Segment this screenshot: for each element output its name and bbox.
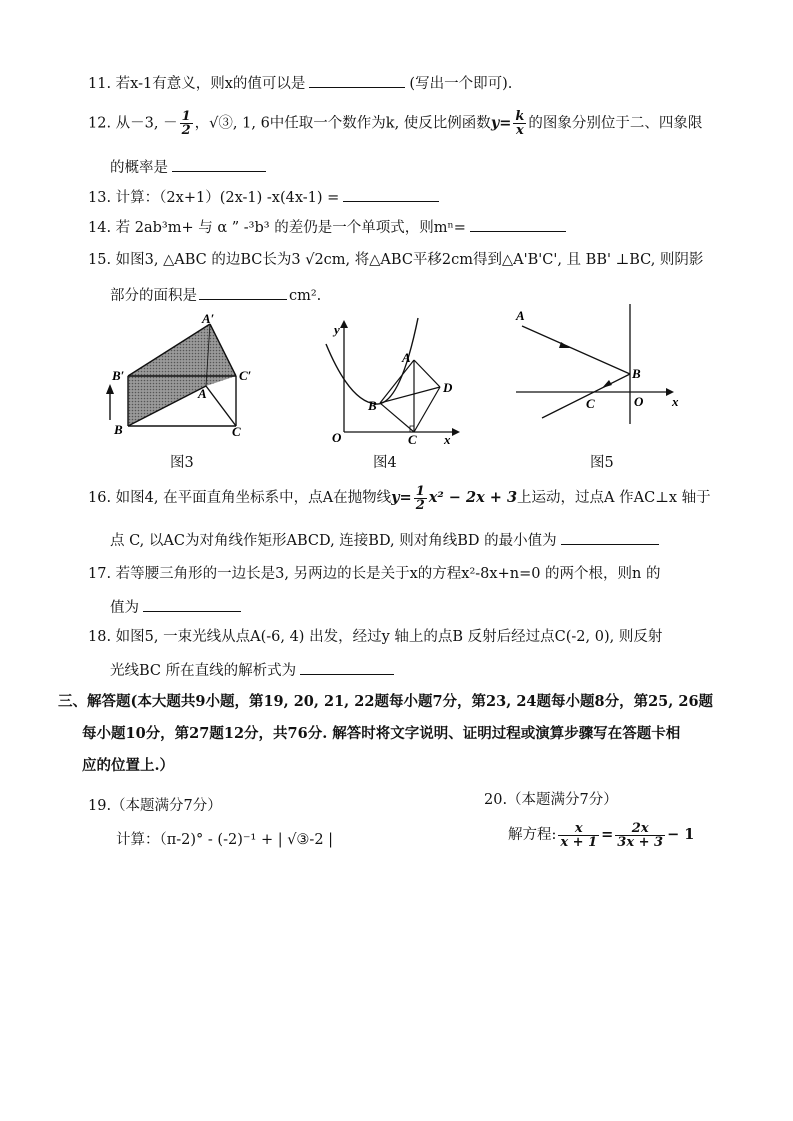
fig4-label-y: y xyxy=(334,322,340,337)
question-12-line2 xyxy=(110,157,266,178)
q14-answer-blank[interactable] xyxy=(470,217,566,232)
question-17 xyxy=(88,564,661,584)
q16-eq-rest: x² − 2x + 3 xyxy=(428,489,518,506)
question-15 xyxy=(88,250,703,270)
fig5-caption: 图5 xyxy=(590,455,614,471)
q16-pre: 16. 如图4, 在平面直角坐标系中，点A在抛物线 xyxy=(88,490,392,506)
section-3-line2: 每小题10分，第27题12分，共76分. 解答时将文字说明、证明过程或演算步骤写在答题卡相 xyxy=(82,725,681,742)
figure-5 xyxy=(510,300,688,430)
fig5-label-B: B xyxy=(632,366,641,381)
q12-mid: ，√③, 1, 6中任取一个数作为k, 使反比例函数 xyxy=(194,115,491,132)
fig4-label-x: x xyxy=(444,432,451,446)
q14-text: 14. 若 2ab³m+ 与 α ” -³b³ 的差仍是一个单项式，则mⁿ= xyxy=(88,220,466,236)
q11-answer-blank[interactable] xyxy=(309,73,405,88)
q16-answer-blank[interactable] xyxy=(561,530,659,545)
fig3-label-C: C xyxy=(232,424,241,439)
fig4-label-D: D xyxy=(443,380,453,395)
fig4-label-O: O xyxy=(332,430,342,445)
fig5-label-C: C xyxy=(586,396,595,411)
fig4-caption: 图4 xyxy=(373,455,397,471)
q16-fraction: $\frac{1}{2}$ xyxy=(415,483,425,513)
q20-fraction-2: $\frac{2x}{3x + 3}$ xyxy=(617,820,664,850)
q15-line1: 15. 如图3, △ABC 的边BC长为3 √2cm, 将△ABC平移2cm得到△A'B'C', 且 BB' ⊥BC, 则阴影 xyxy=(88,252,704,268)
fig5-label-O: O xyxy=(634,394,644,409)
fig4-label-C: C xyxy=(408,432,417,446)
q16-line2-text: 点 C, 以AC为对角线作矩形ABCD, 连接BD, 则对角线BD 的最小值为 xyxy=(110,533,557,549)
fig3-label-B: B xyxy=(114,422,123,437)
fig3-label-A-prime: A′ xyxy=(202,311,215,326)
question-16 xyxy=(88,484,711,512)
q16-eq-y: y xyxy=(391,489,400,506)
q15-line2-post: cm². xyxy=(289,288,322,304)
fig3-label-C-prime: C′ xyxy=(239,368,252,383)
q20-body-label: 解方程: xyxy=(508,827,557,843)
q20-tail: − 1 xyxy=(667,826,695,843)
fig3-label-A: A xyxy=(198,386,207,401)
question-11 xyxy=(88,73,512,94)
fig3-caption: 图3 xyxy=(170,455,194,471)
q18-line1: 18. 如图5, 一束光线从点A(-6, 4) 出发，经过y 轴上的点B 反射后经过点C(-2, 0), 则反射 xyxy=(88,629,663,645)
section-3-line3: 应的位置上.） xyxy=(82,757,175,774)
fig4-label-A: A xyxy=(402,350,411,365)
q20-title: 20.（本题满分7分） xyxy=(484,792,618,808)
question-17-line2 xyxy=(110,597,241,618)
question-16-line2 xyxy=(110,530,659,551)
q12-fn-y: y xyxy=(490,114,500,132)
q20-body xyxy=(508,818,694,852)
q16-post: 上运动，过点A 作AC⊥x 轴于 xyxy=(517,490,711,506)
fig3-label-B-prime: B′ xyxy=(112,368,125,383)
q11-tail: (写出一个即可). xyxy=(409,76,513,92)
question-18 xyxy=(88,627,662,647)
fig4-label-B: B xyxy=(368,398,377,413)
q15-line2-pre: 部分的面积是 xyxy=(110,288,197,304)
q19-body: 计算：（π-2)° - (-2)⁻¹ + | √③-2 | xyxy=(116,832,334,848)
q12-post: 的图象分别位于二、四象限 xyxy=(528,115,703,132)
q11-text: 11. 若x-1有意义，则x的值可以是 xyxy=(88,76,306,92)
q20-eq: = xyxy=(601,826,614,843)
q12-sign: － xyxy=(163,115,178,132)
fig5-incident-ray xyxy=(522,326,630,374)
q17-line1: 17. 若等腰三角形的一边长是3, 另两边的长是关于x的方程x²-8x+n=0 的两个根，则n 的 xyxy=(88,566,661,582)
figure-3 xyxy=(98,310,268,442)
q13-text: 13. 计算：（2x+1）(2x-1) -x(4x-1) = xyxy=(88,190,340,206)
section-3-line1: 三、解答题(本大题共9小题，第19, 20, 21, 22题每小题7分，第23, 24题每小题8分，第25, 26题 xyxy=(58,693,714,710)
q17-answer-blank[interactable] xyxy=(143,597,241,612)
q15-answer-blank[interactable] xyxy=(199,285,287,300)
question-14 xyxy=(88,217,566,238)
q18-answer-blank[interactable] xyxy=(300,660,394,675)
q12-fn-fraction: $\frac{k}{x}$ xyxy=(515,109,525,138)
q20-fraction-1: $\frac{x}{x + 1}$ xyxy=(560,820,598,850)
q13-answer-blank[interactable] xyxy=(343,187,439,202)
q18-line2-text: 光线BC 所在直线的解析式为 xyxy=(110,663,297,679)
q12-fn-eq: = xyxy=(499,114,512,132)
fig5-label-x: x xyxy=(672,394,679,409)
question-18-line2 xyxy=(110,660,394,681)
question-15-line2 xyxy=(110,285,321,306)
q12-fraction: $\frac{1}{2}$ xyxy=(181,109,191,138)
question-13 xyxy=(88,187,439,208)
q19-title: 19.（本题满分7分） xyxy=(88,798,222,814)
q12-pre: 12. 从－3, xyxy=(88,115,164,132)
fig5-label-A: A xyxy=(516,308,525,323)
q12-line2-text: 的概率是 xyxy=(110,160,168,176)
q16-eq-eq: = xyxy=(399,489,412,506)
q17-line2-text: 值为 xyxy=(110,600,139,616)
q12-answer-blank[interactable] xyxy=(172,157,266,172)
question-12 xyxy=(88,110,702,136)
figure-4 xyxy=(318,316,466,446)
